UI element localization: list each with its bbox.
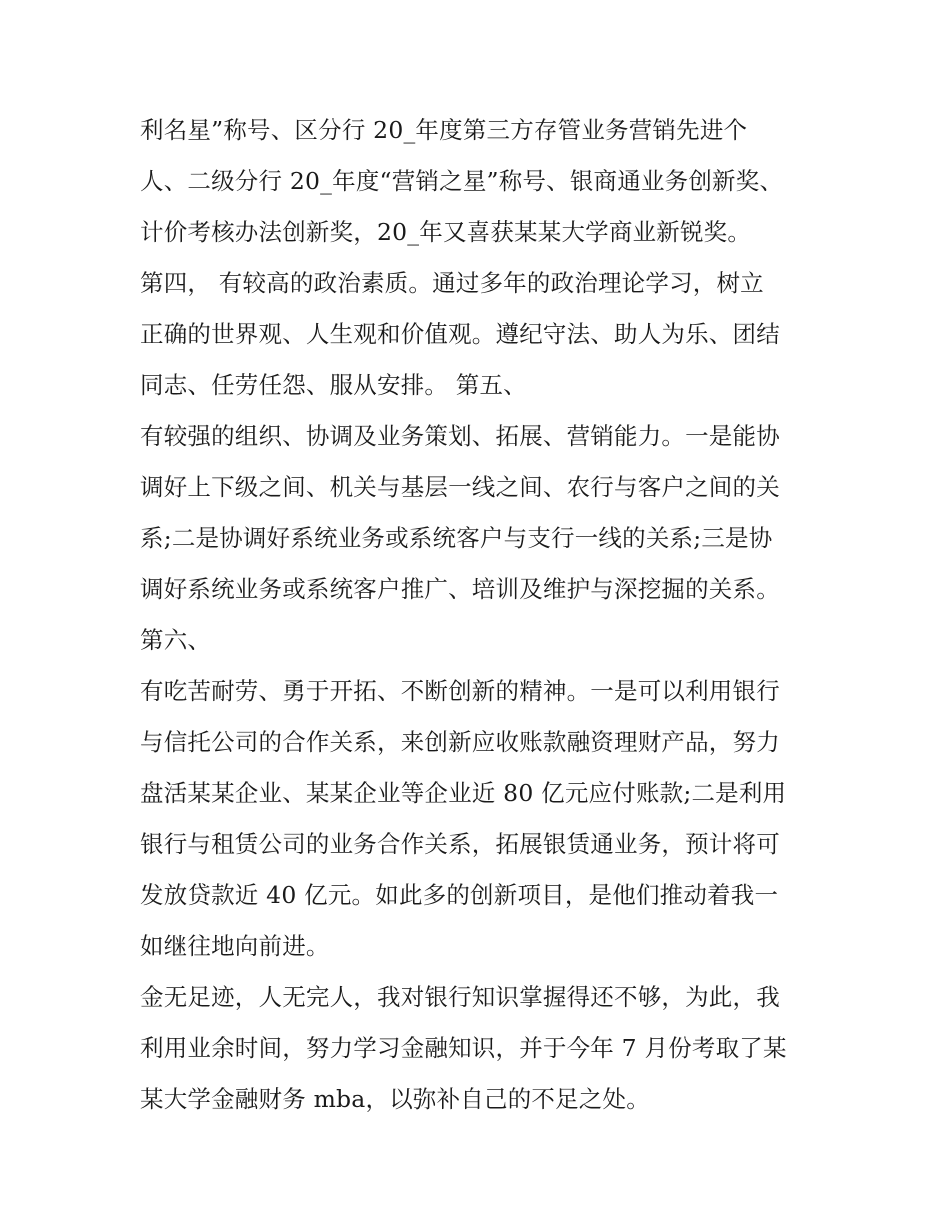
text-line: 调好上下级之间、机关与基层一线之间、农行与客户之间的关 xyxy=(140,473,780,501)
text-line: 与信托公司的合作关系，来创新应收账款融资理财产品，努力 xyxy=(140,728,780,756)
text-line: 利用业余时间，努力学习金融知识，并于今年 7 月份考取了某 xyxy=(140,1034,787,1062)
text-line: 某大学金融财务 mba，以弥补自己的不足之处。 xyxy=(140,1085,650,1113)
text-line: 调好系统业务或系统客户推广、培训及维护与深挖掘的关系。 xyxy=(140,575,780,603)
text-line: 正确的世界观、人生观和价值观。遵纪守法、助人为乐、团结 xyxy=(140,320,780,348)
text-line: 第六、 xyxy=(140,626,212,654)
text-line: 有吃苦耐劳、勇于开拓、不断创新的精神。一是可以利用银行 xyxy=(140,677,780,705)
text-line: 利名星”称号、区分行 20_年度第三方存管业务营销先进个 xyxy=(140,116,748,144)
text-line: 金无足迹，人无完人，我对银行知识掌握得还不够，为此，我 xyxy=(140,983,780,1011)
text-line: 银行与租赁公司的业务合作关系，拓展银赁通业务，预计将可 xyxy=(140,830,780,858)
text-line: 人、二级分行 20_年度“营销之星”称号、银商通业务创新奖、 xyxy=(140,167,784,195)
body-text xyxy=(140,110,840,1130)
text-line: 有较强的组织、协调及业务策划、拓展、营销能力。一是能协 xyxy=(140,422,780,450)
text-line: 系;二是协调好系统业务或系统客户与支行一线的关系;三是协 xyxy=(140,524,773,552)
text-line: 如继往地向前进。 xyxy=(140,932,330,960)
text-line: 计价考核办法创新奖，20_年又喜获某某大学商业新锐奖。 xyxy=(140,218,752,246)
text-line: 第四， 有较高的政治素质。通过多年的政治理论学习，树立 xyxy=(140,269,764,297)
text-line: 盘活某某企业、某某企业等企业近 80 亿元应付账款;二是利用 xyxy=(140,779,787,807)
text-line: 同志、任劳任怨、服从安排。 第五、 xyxy=(140,371,527,399)
text-line: 发放贷款近 40 亿元。如此多的创新项目，是他们推动着我一 xyxy=(140,881,779,909)
